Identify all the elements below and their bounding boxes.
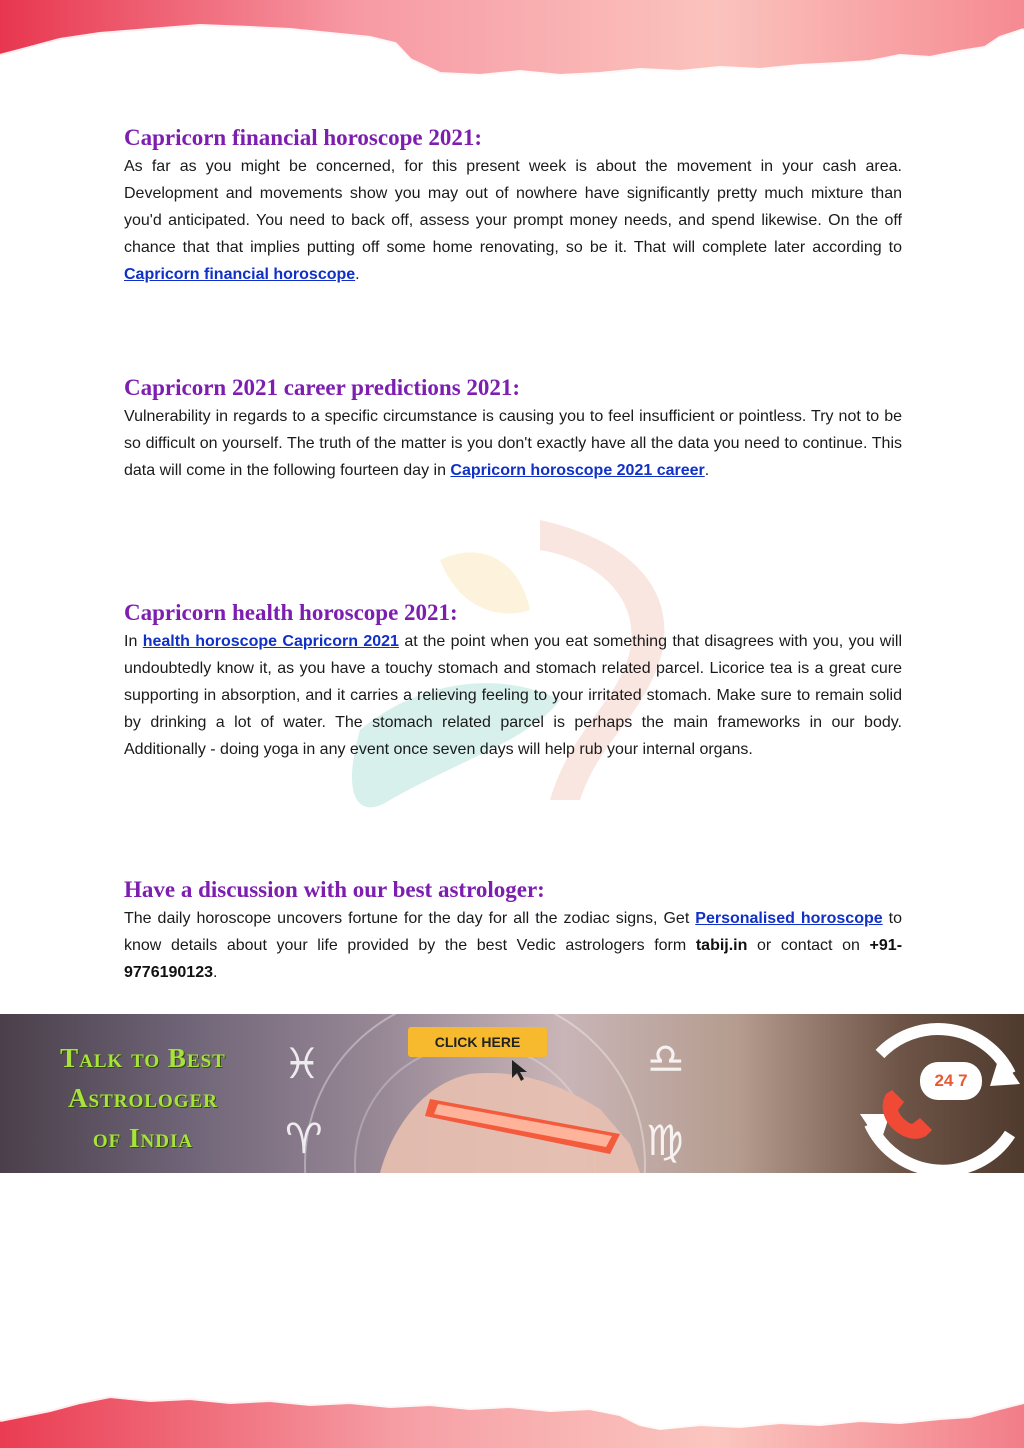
zodiac-virgo-icon: ♍ — [646, 1116, 684, 1165]
paragraph-text: . — [355, 266, 360, 283]
section-financial — [124, 123, 902, 288]
24-7-badge: 24 7 — [920, 1062, 982, 1100]
section-paragraph — [124, 905, 902, 986]
phone-icon — [883, 1090, 932, 1139]
hand-phone-icon — [380, 1073, 640, 1173]
section-astrologer — [124, 875, 902, 986]
banner-title-line: of India — [92, 1123, 194, 1153]
banner-title-line: Astrologer — [68, 1083, 218, 1113]
zodiac-libra-icon: ♎ — [647, 1034, 685, 1083]
banner-title-line: Talk to Best — [60, 1043, 226, 1073]
section-title: Have a discussion with our best astrologer: — [124, 877, 545, 902]
section-paragraph — [124, 153, 902, 288]
paragraph-text: . — [212, 964, 218, 981]
site-name: tabij.in — [695, 937, 748, 954]
paragraph-text: The daily horoscope uncovers fortune for the day for all the zodiac signs, Get — [124, 910, 696, 927]
section-paragraph — [124, 628, 902, 763]
phone-number: +91-9776190123 — [124, 937, 903, 981]
section-title: Capricorn health horoscope 2021: — [124, 600, 458, 625]
paragraph-text: . — [704, 462, 710, 479]
paragraph-text: at the point when you eat something that disagrees with you, you will undoubtedly know it, as you have a touchy stomach and stomach related parcel. Licorice tea is a great cure supporting in absorption, and it carries a relieving feeling to your irritated stomach. Make sure to remain solid by drinking a lot of water. The stomach related parcel is perhaps the main frameworks in our body. Additionally - doing yoga in any event once seven days will help rub your internal organs. — [124, 633, 903, 758]
torn-paper-bottom-decoration — [0, 1372, 1024, 1448]
section-career — [124, 373, 902, 484]
zodiac-aries-icon: ♈ — [285, 1114, 323, 1163]
health-horoscope-capricorn-link[interactable]: health horoscope Capricorn 2021 — [142, 633, 399, 650]
torn-paper-top-decoration — [0, 0, 1024, 90]
click-here-button[interactable]: CLICK HERE — [408, 1027, 547, 1057]
section-paragraph — [124, 403, 902, 484]
section-health — [124, 598, 902, 763]
paragraph-text: Vulnerability in regards to a specific circumstance is causing you to feel insufficient or pointless. Try not to be so difficult on yourself. The truth of the matter is you don't exactly have all the data you need to continue. This data will come in the following fourteen day in — [124, 408, 902, 479]
personalised-horoscope-link[interactable]: Personalised horoscope — [695, 910, 883, 927]
capricorn-financial-horoscope-link[interactable]: Capricorn financial horoscope — [124, 266, 356, 283]
paragraph-text: or contact on — [747, 937, 870, 954]
section-title: Capricorn 2021 career predictions 2021: — [124, 375, 521, 400]
paragraph-text: In — [124, 633, 143, 650]
zodiac-pisces-icon: ♓ — [283, 1039, 321, 1088]
section-title: Capricorn financial horoscope 2021: — [124, 125, 482, 150]
capricorn-horoscope-career-link[interactable]: Capricorn horoscope 2021 career — [450, 462, 705, 479]
paragraph-text: As far as you might be concerned, for this present week is about the movement in your cash area. Development and movements show you may out of nowhere have significantly pretty much mixture than you'd anticipated. You need to back off, assess your prompt money needs, and spend likewise. On the off chance that that implies putting off some home renovating, so be it. That will complete later according to — [124, 158, 902, 256]
paragraph-text: to know details about your life provided by the best Vedic astrologers form — [124, 910, 902, 954]
